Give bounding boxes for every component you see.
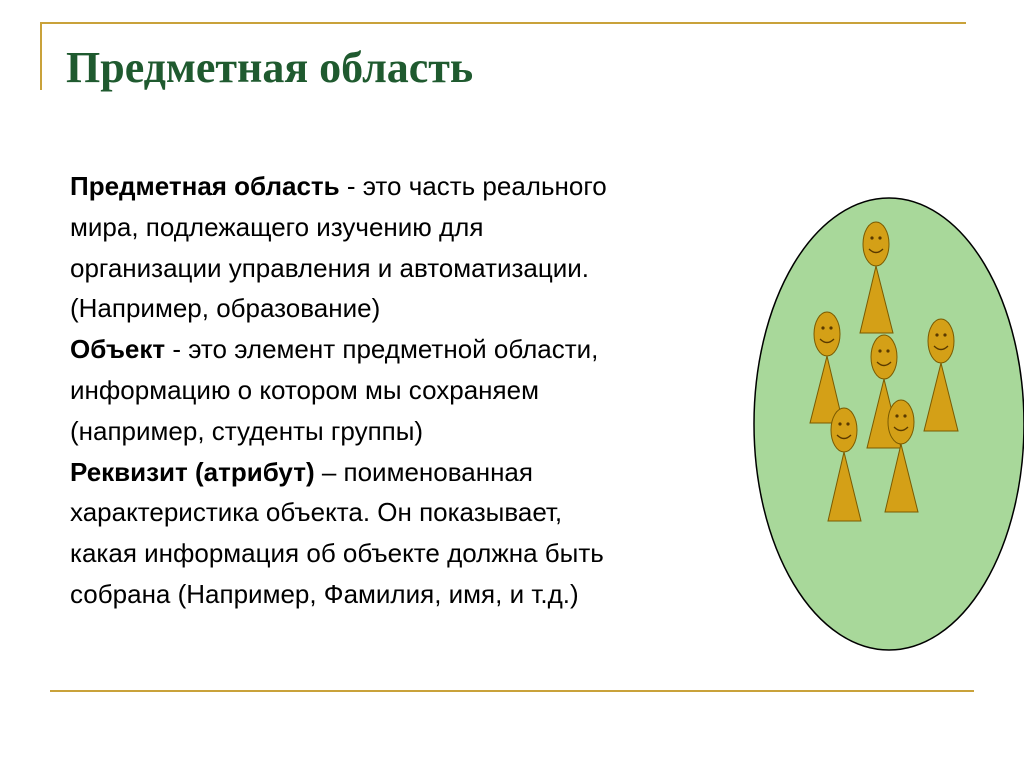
- body-line-1: [70, 166, 790, 207]
- slide-body: [70, 166, 790, 615]
- smiley-head-icon: [928, 319, 954, 363]
- person-body-icon: [885, 444, 918, 512]
- left-rule: [40, 22, 42, 90]
- term-attribute: Реквизит (атрибут): [70, 456, 315, 487]
- body-line-5: [70, 329, 790, 370]
- top-rule: [40, 22, 966, 24]
- body-line-8-text: – поименованная: [314, 456, 533, 487]
- body-line-4: (Например, образование): [70, 293, 381, 324]
- person-figure-1: [860, 222, 893, 333]
- smiley-head-icon: [863, 222, 889, 266]
- smiley-head-icon: [888, 400, 914, 444]
- bottom-rule: [50, 690, 974, 692]
- body-line-3: организации управления и автоматизации.: [70, 252, 590, 283]
- slide-title: Предметная область: [66, 43, 474, 92]
- subject-area-ellipse: [754, 198, 1024, 650]
- body-line-1-text: - это часть реального: [339, 171, 607, 201]
- body-line-11: собрана (Например, Фамилия, имя, и т.д.): [70, 578, 579, 609]
- person-body-icon: [810, 356, 843, 423]
- body-line-10: какая информация об объекте должна быть: [70, 538, 604, 569]
- person-body-icon: [867, 379, 901, 448]
- person-figure-2: [810, 312, 843, 423]
- term-object: Объект: [70, 334, 166, 365]
- body-line-6: информацию о котором мы сохраняем: [70, 374, 539, 405]
- smiley-head-icon: [871, 335, 897, 379]
- person-figure-5: [828, 408, 861, 521]
- body-line-2: мира, подлежащего изучению для: [70, 211, 484, 242]
- person-body-icon: [828, 452, 861, 521]
- person-body-icon: [860, 266, 893, 333]
- person-figure-6: [885, 400, 918, 512]
- person-figure-4: [924, 319, 958, 431]
- smiley-head-icon: [814, 312, 840, 356]
- body-line-7: (например, студенты группы): [70, 415, 424, 446]
- person-figure-3: [867, 335, 901, 448]
- smiley-head-icon: [831, 408, 857, 452]
- term-subject-area: Предметная область: [70, 171, 340, 201]
- person-body-icon: [924, 363, 958, 431]
- body-line-8: [70, 452, 790, 493]
- body-line-5-text: - это элемент предметной области,: [165, 334, 599, 365]
- body-line-9: характеристика объекта. Он показывает,: [70, 497, 563, 528]
